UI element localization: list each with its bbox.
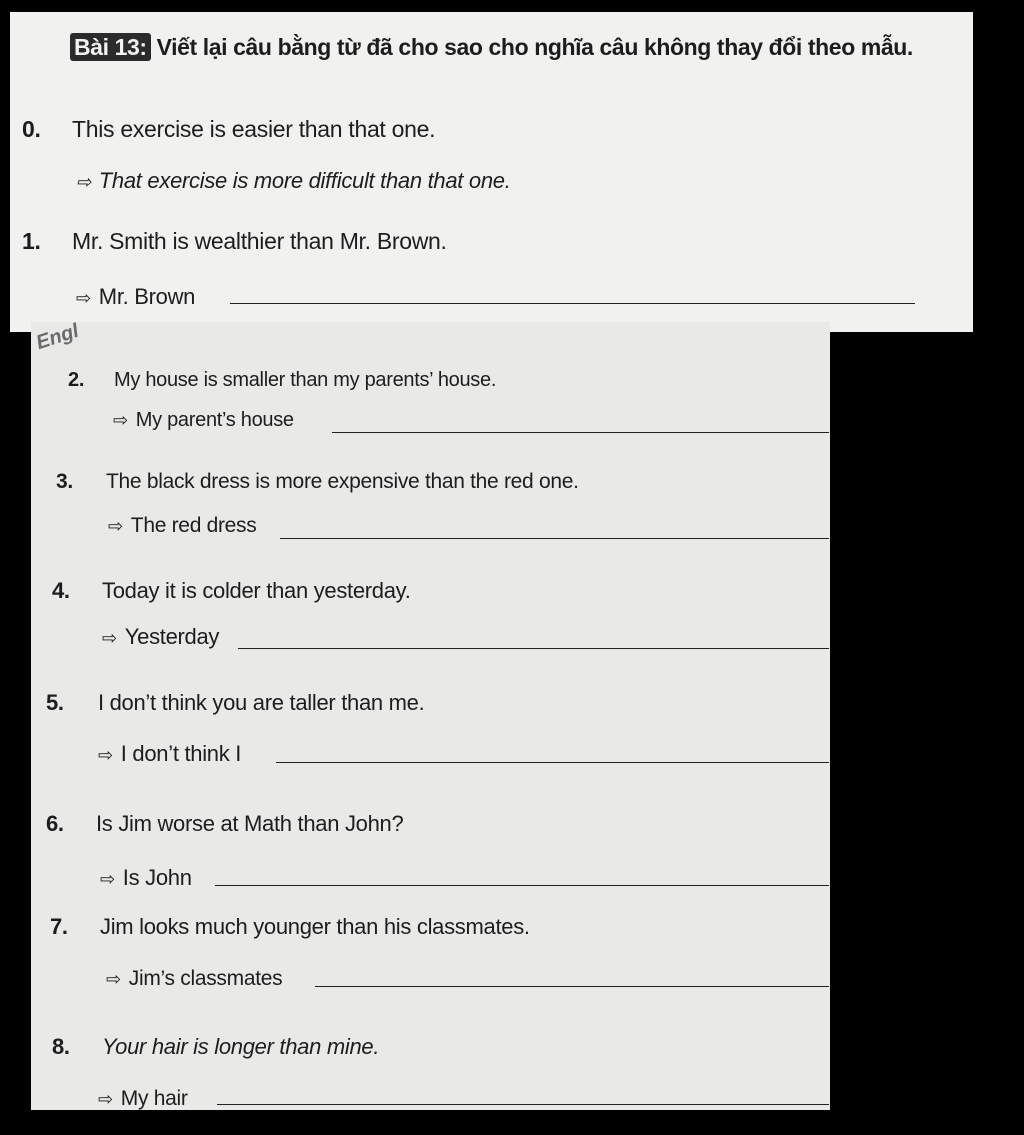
question-7: 7. Jim looks much younger than his classmates. [50, 914, 530, 939]
question-8: 8. Your hair is longer than mine. [52, 1034, 380, 1059]
answer-7-blank[interactable] [315, 986, 829, 987]
arrow-icon: ⇨ [113, 410, 128, 430]
exercise-number-badge: Bài 13: [70, 33, 151, 61]
bottom-worksheet-photo [31, 319, 830, 1110]
answer-4-prompt: ⇨ Yesterday [102, 624, 220, 649]
question-1: 1. Mr. Smith is wealthier than Mr. Brown. [22, 228, 447, 254]
question-4: 4. Today it is colder than yesterday. [52, 578, 411, 603]
question-3: 3. The black dress is more expensive than the red one. [56, 470, 579, 493]
arrow-icon: ⇨ [98, 1089, 113, 1109]
answer-0: ⇨ That exercise is more difficult than that one. [76, 168, 511, 193]
answer-3-blank[interactable] [280, 538, 829, 539]
exercise-instruction: Viết lại câu bằng từ đã cho sao cho nghĩa câu không thay đổi theo mẫu. [156, 34, 913, 60]
question-5: 5. I don’t think you are taller than me. [46, 690, 425, 715]
arrow-icon: ⇨ [76, 288, 91, 308]
arrow-icon: ⇨ [108, 516, 123, 536]
book-logo: Engl [33, 319, 82, 355]
answer-1-prompt: ⇨ Mr. Brown [76, 284, 196, 309]
answer-6-blank[interactable] [215, 885, 829, 886]
arrow-icon: ⇨ [98, 745, 113, 765]
arrow-icon: ⇨ [106, 969, 121, 989]
answer-8-blank[interactable] [217, 1104, 829, 1105]
answer-7-prompt: ⇨ Jim’s classmates [106, 967, 283, 990]
answer-5-blank[interactable] [276, 762, 829, 763]
question-6: 6. Is Jim worse at Math than John? [46, 811, 404, 836]
answer-2-prompt: ⇨ My parent’s house [113, 409, 294, 431]
answer-2-blank[interactable] [332, 432, 829, 433]
arrow-icon: ⇨ [76, 172, 91, 192]
answer-3-prompt: ⇨ The red dress [108, 514, 257, 537]
answer-5-prompt: ⇨ I don’t think I [98, 741, 242, 766]
arrow-icon: ⇨ [100, 869, 115, 889]
answer-8-prompt: ⇨ My hair [98, 1087, 188, 1110]
question-0: 0. This exercise is easier than that one. [22, 116, 436, 142]
answer-4-blank[interactable] [238, 648, 829, 649]
question-2: 2. My house is smaller than my parents’ house. [68, 369, 497, 391]
exercise-title [70, 34, 913, 61]
answer-1-blank[interactable] [230, 303, 915, 304]
arrow-icon: ⇨ [102, 628, 117, 648]
answer-6-prompt: ⇨ Is John [100, 865, 192, 890]
